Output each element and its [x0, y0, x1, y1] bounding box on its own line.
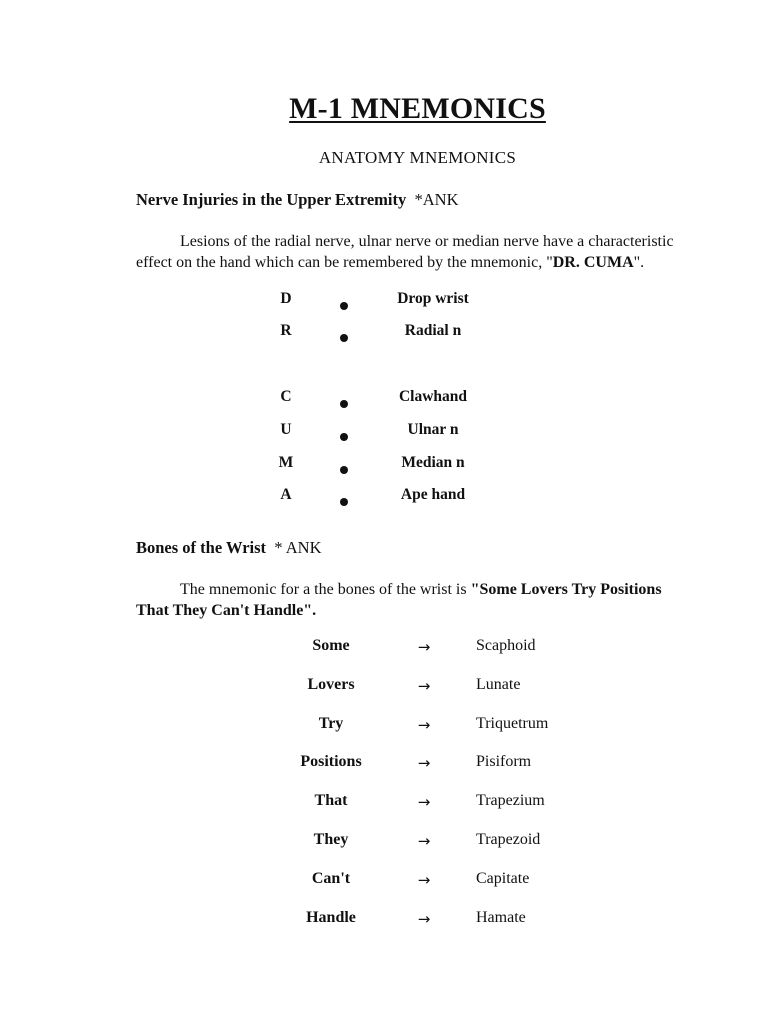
arrow-right-icon: →	[417, 677, 431, 695]
wrist-bone-name: Triquetrum	[476, 715, 549, 732]
mnemonic-letter: U	[280, 421, 292, 438]
mnemonic-meaning: Median n	[401, 454, 465, 471]
wrist-bone-name: Scaphoid	[476, 637, 536, 654]
mnemonic-meaning: Ulnar n	[407, 421, 459, 438]
mnemonic-word: Lovers	[307, 676, 355, 693]
mnemonic-meaning: Radial n	[404, 322, 462, 339]
section-heading-nerve-injuries	[136, 190, 458, 210]
nerve-injuries-paragraph	[136, 231, 696, 273]
section-heading-text: Nerve Injuries in the Upper Extremity	[136, 190, 407, 209]
section-heading-text: Bones of the Wrist	[136, 538, 267, 557]
mnemonic-letter: M	[278, 454, 294, 471]
wrist-bone-name: Trapezoid	[476, 831, 541, 848]
section-heading-tag: * ANK	[274, 538, 322, 557]
mnemonic-word: Can't	[311, 870, 351, 887]
arrow-right-icon: →	[417, 793, 431, 811]
arrow-right-icon: →	[417, 832, 431, 850]
wrist-bone-name: Pisiform	[476, 753, 532, 770]
arrow-right-icon: →	[417, 716, 431, 734]
mnemonic-word: Some	[312, 637, 350, 654]
page-subtitle: ANATOMY MNEMONICS	[318, 148, 517, 167]
paragraph-mnemonic: "Some Lovers Try Positions That They Can't Handle".	[136, 581, 662, 619]
wrist-bone-name: Capitate	[476, 870, 530, 887]
bullet-icon	[340, 302, 348, 310]
mnemonic-meaning: Ape hand	[400, 486, 466, 503]
mnemonic-word: Handle	[306, 909, 356, 926]
paragraph-end: ".	[633, 254, 645, 271]
wrist-bones-paragraph	[136, 579, 696, 621]
bullet-icon	[340, 466, 348, 474]
mnemonic-letter: D	[280, 290, 292, 307]
mnemonic-meaning: Drop wrist	[397, 290, 469, 307]
wrist-bone-name: Hamate	[476, 909, 526, 926]
mnemonic-word: Positions	[300, 753, 362, 770]
section-heading-tag: *ANK	[414, 190, 459, 209]
paragraph-text: Lesions of the radial nerve, ulnar nerve or median nerve have a characteristic effect on the hand which can be remembered by the mnemonic, "	[136, 233, 674, 271]
bullet-icon	[340, 400, 348, 408]
mnemonic-letter: C	[280, 388, 292, 405]
arrow-right-icon: →	[417, 638, 431, 656]
bullet-icon	[340, 433, 348, 441]
mnemonic-word: Try	[318, 715, 344, 732]
wrist-bone-name: Trapezium	[476, 792, 545, 809]
mnemonic-word: That	[314, 792, 348, 809]
mnemonic-letter: A	[280, 486, 292, 503]
paragraph-mnemonic: DR. CUMA	[552, 254, 634, 271]
section-heading-wrist-bones	[136, 538, 322, 558]
arrow-right-icon: →	[417, 754, 431, 772]
mnemonic-word: They	[313, 831, 349, 848]
wrist-bone-name: Lunate	[476, 676, 521, 693]
paragraph-text: The mnemonic for a the bones of the wrist is	[180, 581, 471, 598]
page-title: M-1 MNEMONICS	[289, 92, 546, 125]
mnemonic-letter: R	[280, 322, 292, 339]
bullet-icon	[340, 334, 348, 342]
bullet-icon	[340, 498, 348, 506]
arrow-right-icon: →	[417, 910, 431, 928]
arrow-right-icon: →	[417, 871, 431, 889]
mnemonic-meaning: Clawhand	[398, 388, 468, 405]
